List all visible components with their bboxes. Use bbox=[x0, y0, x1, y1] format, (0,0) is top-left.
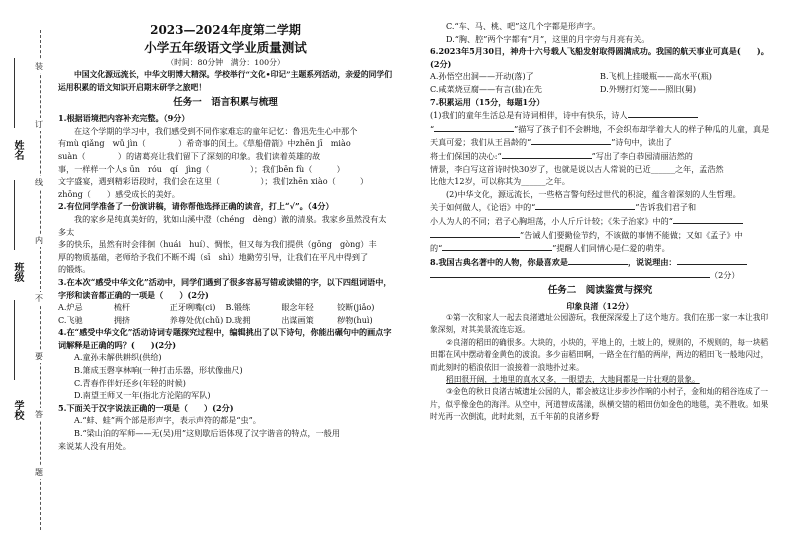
q8-line bbox=[430, 268, 770, 282]
fold-char: 线 bbox=[35, 178, 43, 187]
answer-blank[interactable] bbox=[502, 149, 592, 159]
q3-title: 3.在本次“感受中华文化”活动中，同学们遇到了很多容易写错或读错的字，以下四组词语中，字形和读音都正确的一项是（ ）(2分) bbox=[58, 276, 392, 300]
q7-text: ”描写了孩子们不会耕地，不会织布却学着大人的样子种瓜的儿童，真是 bbox=[514, 123, 770, 134]
answer-blank[interactable] bbox=[628, 108, 698, 118]
q8-score: （2分） bbox=[710, 270, 740, 281]
q7-line bbox=[430, 149, 770, 163]
q4-option[interactable]: A.童孙未解供耕织(供给) bbox=[74, 352, 162, 363]
q7-title: 7.积累运用（15分，每题1分） bbox=[430, 96, 545, 107]
q3-option: 铰断(jiǎo) bbox=[337, 302, 375, 313]
q7-text: 将士们保国的决心:“ bbox=[430, 150, 502, 161]
q5-option[interactable]: C.“车、马、桃、吧”这几个字都是形声字。 bbox=[446, 21, 601, 31]
q5-option[interactable]: B.“梁山泊的军师——无(吴)用”这则歇后语体现了汉字谐音的特点，一般用 bbox=[74, 428, 340, 439]
q6-title: 6.2023年5月30日，神舟十六号载人飞船发射取得圆满成功。我国的航天事业可真是( )。(2分) bbox=[430, 46, 769, 69]
exam-term-title: 2023—2024年度第二学期 bbox=[150, 23, 301, 37]
q3-option-row[interactable] bbox=[58, 301, 393, 314]
q3-option: 拥挤 bbox=[113, 314, 131, 325]
q2-line[interactable]: 多的快乐，虽然有时会徘徊（huái huí）、惆怅，但又每为我们提供（gōng gòng）丰 bbox=[58, 239, 377, 250]
answer-blank[interactable] bbox=[531, 135, 611, 145]
q7-text: ”写出了李白恭园清丽洁然的 bbox=[591, 150, 693, 161]
q8-reason-label: ，说说理由： bbox=[627, 256, 677, 267]
name-label: 姓名 bbox=[12, 140, 23, 160]
q7-line bbox=[430, 228, 770, 242]
q3-option: 正牙咧嘴(ci) bbox=[169, 302, 216, 313]
answer-blank[interactable] bbox=[677, 255, 747, 265]
left-column bbox=[58, 20, 393, 452]
q7-line bbox=[430, 200, 770, 214]
q5-option[interactable]: D.“胸、腔”两个字都有“月”，这里的月字旁与月亮有关。 bbox=[446, 33, 650, 44]
answer-blank[interactable] bbox=[430, 268, 710, 278]
q3-option: 眼念年轻 bbox=[281, 302, 314, 313]
q4-title: 4.在“感受中华文化”活动诗词专题探究过程中，编辑挑出了以下诗句，你能出碾句中的画点字词解释是正确的吗？( )(2分) bbox=[58, 327, 392, 350]
q3-option[interactable]: B.锻练 bbox=[225, 302, 251, 313]
q5-option-cont: 来说某人没有用处。 bbox=[58, 440, 131, 451]
q2-line: 的锻炼。 bbox=[58, 264, 91, 275]
fold-char: 题 bbox=[35, 468, 43, 477]
q3-option[interactable]: A.炉忌 bbox=[58, 302, 83, 313]
q6-option-row[interactable] bbox=[430, 83, 770, 96]
q7-text: “ bbox=[430, 123, 435, 134]
q7-text: 的“ bbox=[430, 243, 443, 254]
exam-title: 小学五年级语文学业质量测试 bbox=[144, 40, 307, 55]
q4-option[interactable]: B.箫成玉磬享林响(一种打击乐器，形状像曲尺) bbox=[74, 365, 243, 376]
answer-blank[interactable] bbox=[434, 122, 514, 132]
q7-line bbox=[430, 122, 770, 136]
q4-option[interactable]: D.南望王师又一年(指北方沦陷的军队) bbox=[74, 390, 211, 401]
q6-option-row[interactable] bbox=[430, 70, 770, 83]
q3-option: 秽物(huì) bbox=[337, 314, 373, 325]
school-label: 学校 bbox=[12, 400, 23, 420]
q1-line[interactable]: 文字盛宴，遇到精彩语段时，我们会在这里（ ）；我们zhēn xiào（ ） bbox=[58, 176, 369, 187]
q7-text: 关于如何做人，《论语》中的“ bbox=[430, 202, 536, 213]
q7-line bbox=[430, 108, 770, 122]
q7-line[interactable]: 情景，李白写这首诗时快30岁了，也就是说以古人常说的已近______之年，孟浩然 bbox=[430, 163, 724, 174]
intro-text: 中国文化源远流长，中华文明博大精深。学校举行“文化•印记”主题系列活动，亲爱的同学们运用积累的语文知识开启期末研学之旅吧！ bbox=[58, 70, 393, 92]
q3-option-row[interactable] bbox=[58, 314, 393, 327]
answer-blank[interactable] bbox=[442, 241, 552, 251]
reading-title: 印象良渚（12分） bbox=[566, 300, 634, 311]
q7-text: ”诗句中，读出了 bbox=[611, 137, 673, 148]
q6-option[interactable]: D.外甥打灯笼——照旧(舅) bbox=[600, 83, 697, 94]
q6-option[interactable]: C.咸菜烧豆腐——有言(盐)在先 bbox=[430, 83, 542, 94]
class-write-line[interactable] bbox=[14, 180, 15, 250]
answer-blank[interactable] bbox=[673, 214, 743, 224]
answer-blank[interactable] bbox=[430, 228, 520, 238]
school-write-line[interactable] bbox=[14, 300, 15, 380]
answer-blank[interactable] bbox=[535, 200, 635, 210]
q7-line: (2)中华文化，源远流长，一些格言警句经过世代的积淀，蕴含着深刻的人生哲理。 bbox=[446, 188, 741, 199]
q2-line[interactable]: 我的家乡是纯真美好的，犹如山溪中澄（chéng dèng）澈的清泉。我家乡虽然没有太多太 bbox=[58, 213, 387, 237]
q2-title: 2.有位同学准备了一份演讲稿，请你帮他选择正确的读音，打上“√”。（4分） bbox=[58, 201, 334, 212]
q2-line[interactable]: 厚的物质基础，老师给予我们不断不竭（sī shì）地勤劳引导，让我们在平凡中得到了 bbox=[58, 251, 369, 262]
q1-line: 在这个学期的学习中，我们感受到不同作家难忘的童年记忆：鲁迅先生心中那个 bbox=[74, 125, 358, 136]
task2-heading: 任务二 阅读鉴赏与探究 bbox=[547, 284, 653, 296]
reading-paragraph: 稻田很开阔，土地里的真水又多，一眼望去，大地间都是一片壮观的景象。 bbox=[446, 374, 700, 384]
q7-line bbox=[430, 135, 770, 149]
name-write-line[interactable] bbox=[14, 58, 15, 128]
reading-paragraph: ②良渚的稻田的确很多。大块的，小块的，平地上的，土坡上的，规则的，不规则的，每一块稻田都在风中摆动着金黄色的波浪。多少亩稻田啊，一路全在行船的两岸，两边的稻田飞一般地闪过，而此刻时的稻浪依旧一浪接着一浪地扑过来。 bbox=[430, 337, 769, 372]
task1-heading: 任务一 语言积累与梳理 bbox=[173, 97, 278, 109]
q1-line[interactable]: zhōng（ ）感受成长的美好。 bbox=[58, 188, 180, 199]
q3-option: 出谋画策 bbox=[281, 314, 314, 325]
fold-line bbox=[40, 30, 41, 530]
q6-option[interactable]: A.孙悟空出洞——开动(落)了 bbox=[430, 71, 534, 82]
binding-margin bbox=[0, 0, 52, 543]
q3-option[interactable]: D.珑拥 bbox=[225, 314, 251, 325]
q7-text: ”告诫人们要勤俭节约，不该做的事情不能做；又如《孟子》中 bbox=[520, 229, 743, 240]
class-label: 班级 bbox=[12, 262, 23, 282]
q8-line bbox=[430, 255, 770, 269]
q7-line bbox=[430, 241, 770, 255]
q5-option[interactable]: A.“蚌、蛙”两个部是形声字，表示声符的都是“虫”。 bbox=[74, 415, 261, 426]
exam-meta: （时间：80分钟 满分：100分） bbox=[166, 58, 285, 67]
right-column bbox=[430, 20, 770, 424]
q1-line[interactable]: 事，一样样一个人s ūn róu qí jìng（ ）；我们bēn fù（ ） bbox=[58, 163, 345, 174]
q1-title: 1.根据语境把内容补充完整。（9分） bbox=[58, 113, 190, 124]
q5-title: 5.下面关于汉字说法正确的一项是（ ）(2分) bbox=[58, 402, 234, 413]
q6-option[interactable]: B.飞机上挂暖瓶——高水平(瓶) bbox=[600, 71, 712, 82]
q1-line[interactable]: 有mù qiǎng wǔ jìn（ ）希奇事的闰土。《草船借箭》中zhēn jī miào bbox=[58, 138, 351, 149]
answer-blank[interactable] bbox=[568, 255, 628, 265]
q7-line bbox=[430, 214, 770, 228]
fold-char: 订 bbox=[35, 120, 43, 129]
q3-option[interactable]: C.飞驰 bbox=[58, 314, 83, 325]
reading-paragraph: ③金色的秋日良渚古城遗址公园的人，都会被这让步步沙作响的小村子，金和灿的稻谷连成了一片，似乎像金色的海洋。从空中，河道替成荡漾，纵横交错的稻田仿如金色的地毯，美不胜收。如果时光再一次倒流，此时此刻，五千年前的良渚乡野 bbox=[430, 387, 769, 422]
fold-char: 内 bbox=[35, 236, 43, 245]
fold-char: 要 bbox=[35, 352, 43, 361]
q3-option: 养尊处优(chǔ) bbox=[169, 314, 224, 325]
q7-text: ”告诉我们君子和 bbox=[635, 202, 697, 213]
q7-text: (1)我们的童年生活总是有诗词相伴，诗中有快乐，诗人 bbox=[430, 110, 628, 121]
q4-option[interactable]: C.青春作伴好还乡(年轻的时候) bbox=[74, 377, 186, 388]
fold-char: 答 bbox=[35, 410, 43, 419]
q3-option: 梳杆 bbox=[113, 302, 131, 313]
reading-paragraph: ①第一次和家人一起去良渚遗址公园游玩，我便深深爱上了这个地方。我们在那一家一本让我印象深刻，对其美景流连忘返。 bbox=[430, 312, 769, 335]
fold-char: 不 bbox=[35, 294, 43, 303]
q7-text: 天真可爱；我们从王昌龄的“ bbox=[430, 137, 532, 148]
q8-title: 8.我国古典名著中的人物，你最喜欢是 bbox=[430, 256, 568, 267]
q7-text: 小人为人的不同；君子心胸坦荡，小人斤斤计较；《朱子治家》中的“ bbox=[430, 215, 673, 226]
q7-text: ”提醒人们同情心是仁爱的萌芽。 bbox=[552, 243, 670, 254]
fold-char: 装 bbox=[35, 62, 43, 71]
q1-line[interactable]: suàn（ ）的诸葛亮让我们留下了深刻的印象。我们读着英雄的故 bbox=[58, 150, 321, 161]
q7-line[interactable]: 比他大12岁，可以称其为______之年。 bbox=[430, 176, 570, 187]
